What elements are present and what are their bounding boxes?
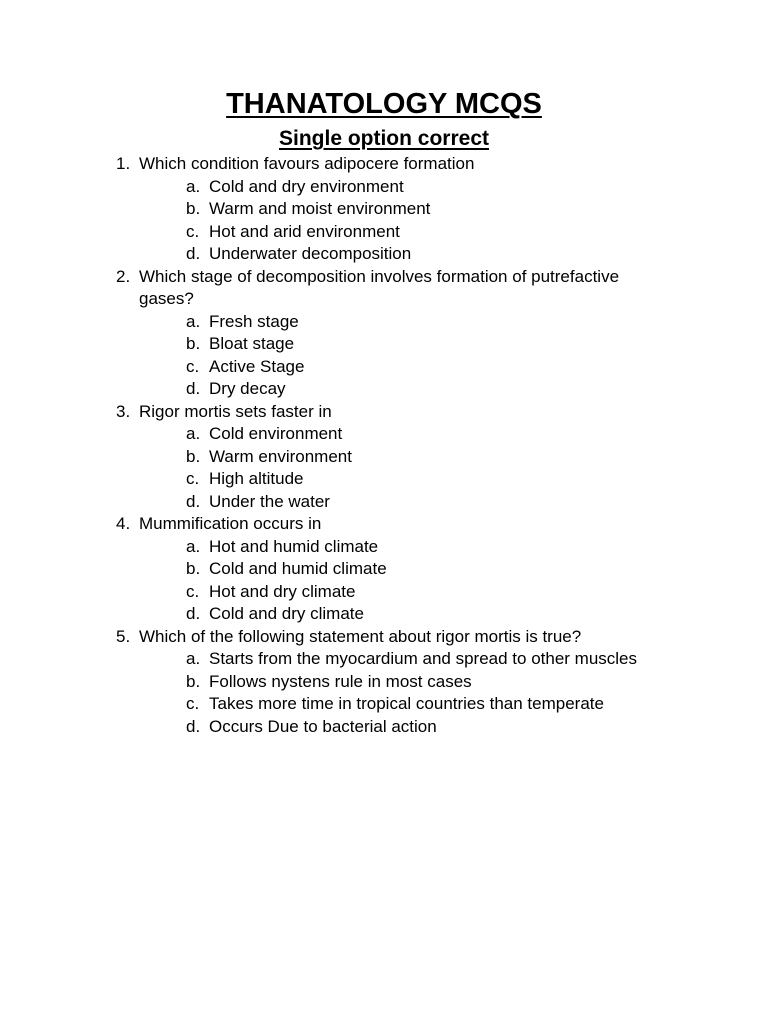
option-letter: b. <box>186 446 201 466</box>
option-letter: b. <box>186 671 201 691</box>
option-text: Fresh stage <box>209 311 299 331</box>
option-item <box>186 311 676 334</box>
option-letter: a. <box>186 649 201 668</box>
option-text: Under the water <box>209 491 330 511</box>
option-text: Cold environment <box>209 424 343 443</box>
option-letter: b. <box>186 334 201 353</box>
option-letter: d. <box>186 244 201 263</box>
question-text: Which stage of decomposition involves formation of putrefactive gases? <box>139 266 620 308</box>
document-subtitle: Single option correct <box>278 127 490 150</box>
option-letter: d. <box>186 716 201 736</box>
option-item <box>186 558 676 581</box>
question-number: 4. <box>116 514 131 533</box>
option-list <box>139 648 676 738</box>
option-text: Takes more time in tropical countries than temperate <box>209 694 604 713</box>
option-letter: a. <box>186 424 201 443</box>
option-item <box>186 198 676 221</box>
option-text: Hot and humid climate <box>209 536 379 556</box>
option-item <box>186 693 676 716</box>
option-text: Starts from the myocardium and spread to other muscles <box>209 649 638 668</box>
option-item <box>186 333 676 356</box>
option-letter: a. <box>186 176 201 196</box>
option-text: Hot and arid environment <box>209 221 400 241</box>
question-item <box>116 626 676 739</box>
option-text: Occurs Due to bacterial action <box>209 716 437 736</box>
question-number: 3. <box>116 401 131 421</box>
question-item <box>116 266 676 401</box>
option-list <box>139 176 676 266</box>
option-item <box>186 423 676 446</box>
option-text: Cold and humid climate <box>209 559 387 578</box>
option-letter: c. <box>186 694 200 713</box>
option-item <box>186 378 676 401</box>
option-letter: d. <box>186 604 201 623</box>
option-letter: c. <box>186 581 200 601</box>
option-text: Follows nystens rule in most cases <box>209 671 472 691</box>
option-item <box>186 716 676 739</box>
option-text: Cold and dry environment <box>209 176 404 196</box>
option-letter: d. <box>186 379 201 398</box>
question-text: Which condition favours adipocere formation <box>139 154 475 173</box>
option-letter: a. <box>186 536 201 556</box>
option-item <box>186 356 676 379</box>
question-number: 2. <box>116 266 131 286</box>
option-text: High altitude <box>209 469 304 488</box>
option-item <box>186 581 676 604</box>
question-text: Rigor mortis sets faster in <box>139 401 332 421</box>
question-item <box>116 401 676 514</box>
option-text: Underwater decomposition <box>209 244 412 263</box>
option-letter: d. <box>186 491 201 511</box>
question-number: 1. <box>116 154 131 173</box>
option-item <box>186 536 676 559</box>
option-letter: c. <box>186 221 200 241</box>
document-title: THANATOLOGY MCQS <box>226 88 542 120</box>
option-list <box>139 536 676 626</box>
option-letter: a. <box>186 311 201 331</box>
option-item <box>186 243 676 266</box>
option-item <box>186 221 676 244</box>
question-number: 5. <box>116 626 131 646</box>
option-item <box>186 446 676 469</box>
option-item <box>186 671 676 694</box>
option-text: Warm and moist environment <box>209 199 431 218</box>
option-letter: b. <box>186 559 201 578</box>
option-item <box>186 468 676 491</box>
option-text: Dry decay <box>209 379 286 398</box>
option-text: Active Stage <box>209 356 305 376</box>
question-list <box>116 153 676 738</box>
option-letter: c. <box>186 469 200 488</box>
question-text: Which of the following statement about rigor mortis is true? <box>139 626 582 646</box>
option-item <box>186 603 676 626</box>
option-letter: b. <box>186 199 201 218</box>
question-item <box>116 153 676 266</box>
option-list <box>139 311 676 401</box>
option-text: Hot and dry climate <box>209 581 356 601</box>
option-letter: c. <box>186 356 200 376</box>
option-text: Bloat stage <box>209 334 295 353</box>
option-item <box>186 176 676 199</box>
option-item <box>186 648 676 671</box>
option-list <box>139 423 676 513</box>
question-item <box>116 513 676 626</box>
question-text: Mummification occurs in <box>139 514 322 533</box>
option-text: Cold and dry climate <box>209 604 364 623</box>
option-text: Warm environment <box>209 446 352 466</box>
option-item <box>186 491 676 514</box>
